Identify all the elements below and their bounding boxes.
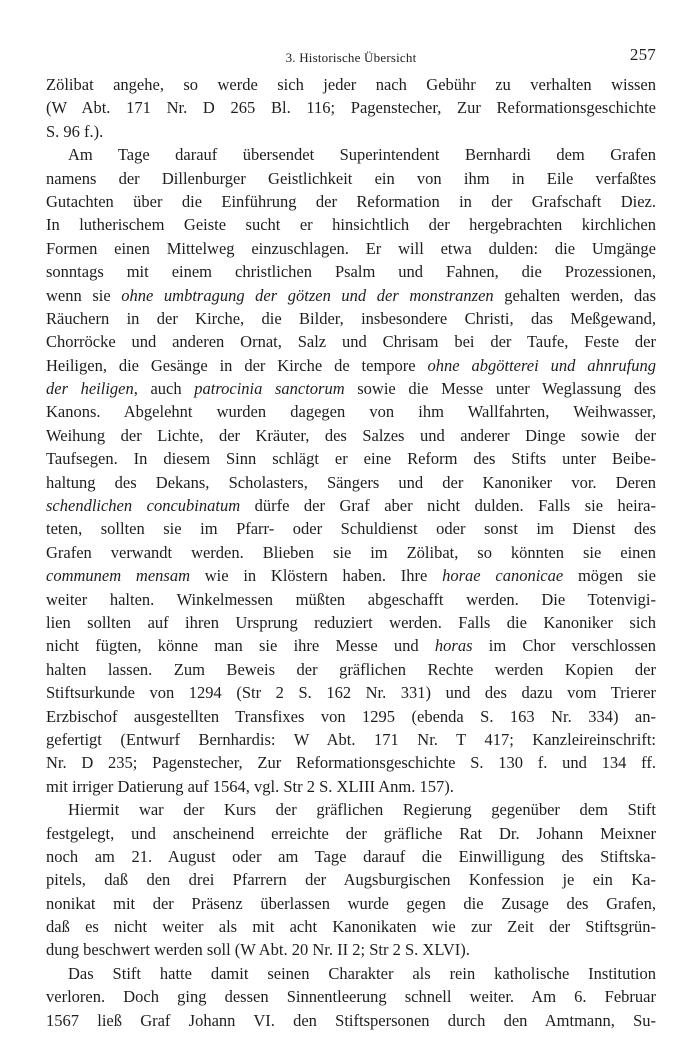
text-segment: wenn sie: [46, 285, 122, 305]
text-segment: gehalten werden, das: [493, 285, 656, 305]
text-line: [46, 798, 656, 821]
text-segment: halten lassen. Zum Beweis der gräflichen Rechte werden Kopien der: [46, 659, 656, 679]
text-line: [46, 588, 656, 611]
text-line: [46, 517, 656, 540]
text-line: [46, 237, 656, 260]
text-line: [46, 822, 656, 845]
text-line: [46, 471, 656, 494]
text-line: [46, 541, 656, 564]
text-line: [46, 658, 656, 681]
text-line: [46, 190, 656, 213]
text-segment: dürfe der Graf aber nicht dulden. Falls sie heira-: [240, 496, 656, 516]
text-segment: noch am 21. August oder am Tage darauf die Einwilligung des Stiftska-: [46, 846, 656, 866]
text-segment: nonikat mit der Präsenz überlassen wurde gegen die Zusage des Grafen,: [46, 893, 656, 913]
text-segment: , auch: [133, 379, 195, 399]
italic-quote: schendlichen concubinatum: [46, 496, 241, 516]
text-segment: Hiermit war der Kurs der gräflichen Regierung gegenüber dem Stift: [68, 800, 656, 820]
text-segment: Räuchern in der Kirche, die Bilder, insbesondere Christi, das Meßgewand,: [46, 308, 656, 328]
text-segment: gefertigt (Entwurf Bernhardis: W Abt. 171 Nr. T 417; Kanzleireinschrift:: [46, 729, 656, 749]
text-segment: Gutachten über die Einführung der Reformation in der Grafschaft Diez.: [46, 191, 656, 211]
text-line: [46, 892, 656, 915]
text-line: [46, 1009, 656, 1032]
text-line: [46, 354, 656, 377]
text-line: [46, 167, 656, 190]
text-line: [46, 260, 656, 283]
text-line: [46, 775, 656, 798]
text-segment: Heiligen, die Gesänge in der Kirche de tempore: [46, 355, 428, 375]
text-line: [46, 73, 656, 96]
text-line: [46, 143, 656, 166]
italic-quote: communem mensam: [46, 566, 190, 586]
text-segment: pitels, daß den drei Pfarrern der Augsburgischen Konfession je ein Ka-: [46, 870, 656, 890]
text-segment: daß es nicht weiter als mit acht Kanonikaten wie zur Zeit der Stiftsgrün-: [46, 917, 656, 937]
text-line: [46, 377, 656, 400]
text-line: [46, 494, 656, 517]
italic-quote: der heiligen: [46, 379, 134, 399]
page-number: 257: [629, 45, 656, 64]
text-line: [46, 915, 656, 938]
text-line: [46, 845, 656, 868]
text-segment: mit irriger Datierung auf 1564, vgl. Str 2 S. XLIII Anm. 157).: [46, 776, 454, 796]
text-segment: sowie die Messe unter Weglassung des: [344, 379, 656, 399]
text-segment: Formen einen Mittelweg einzuschlagen. Er will etwa dulden: die Umgänge: [46, 238, 656, 258]
text-segment: haltung des Dekans, Scholasters, Sängers und der Kanoniker vor. Deren: [46, 472, 656, 492]
text-segment: In lutherischem Geiste sucht er hinsichtlich der hergebrachten kirchlichen: [46, 215, 656, 235]
text-line: [46, 213, 656, 236]
running-title: 3. Historische Übersicht: [285, 50, 417, 65]
body-text: [46, 73, 656, 1032]
text-line: [46, 634, 656, 657]
text-segment: teten, sollten sie im Pfarr- oder Schuldienst oder sonst im Dienst des: [46, 519, 656, 539]
text-line: [46, 705, 656, 728]
text-line: [46, 564, 656, 587]
italic-quote: ohne umbtragung der götzen und der monstranzen: [121, 285, 494, 305]
text-line: [46, 938, 656, 961]
running-head: [46, 42, 656, 68]
italic-quote: ohne abgötterei und ahnrufung: [427, 355, 656, 375]
text-segment: Stiftsurkunde von 1294 (Str 2 S. 162 Nr. 331) und des dazu vom Trierer: [46, 683, 656, 703]
text-segment: Am Tage darauf übersendet Superintendent Bernhardi dem Grafen: [68, 145, 656, 165]
text-line: [46, 728, 656, 751]
text-segment: 1567 ließ Graf Johann VI. den Stiftspersonen durch den Amtmann, Su-: [46, 1010, 656, 1030]
text-segment: namens der Dillenburger Geistlichkeit ein von ihm in Eile verfaßtes: [46, 168, 656, 188]
book-page: [46, 42, 656, 1032]
text-line: [46, 447, 656, 470]
text-segment: Taufsegen. In diesem Sinn schlägt er eine Reform des Stifts unter Beibe-: [46, 449, 656, 469]
text-line: [46, 96, 656, 119]
text-segment: Das Stift hatte damit seinen Charakter als rein katholische Institution: [68, 963, 656, 983]
text-segment: wie in Klöstern haben. Ihre: [189, 566, 443, 586]
text-segment: lien sollten auf ihren Ursprung reduziert werden. Falls die Kanoniker sich: [46, 612, 656, 632]
text-segment: Chorröcke und anderen Ornat, Salz und Chrisam bei der Taufe, Feste der: [46, 332, 656, 352]
text-segment: Zölibat angehe, so werde sich jeder nach Gebühr zu verhalten wissen: [46, 75, 656, 94]
text-line: [46, 681, 656, 704]
text-line: [46, 307, 656, 330]
text-line: [46, 400, 656, 423]
italic-quote: patrocinia sanctorum: [194, 379, 345, 399]
text-segment: Weihung der Lichte, der Kräuter, des Salzes und anderer Dinge sowie der: [46, 425, 656, 445]
text-segment: Grafen verwandt werden. Blieben sie im Zölibat, so könnten sie einen: [46, 542, 656, 562]
text-segment: dung beschwert werden soll (W Abt. 20 Nr. II 2; Str 2 S. XLVI).: [46, 940, 470, 960]
text-line: [46, 962, 656, 985]
text-segment: mögen sie: [563, 566, 656, 586]
text-line: [46, 611, 656, 634]
text-segment: verloren. Doch ging dessen Sinnentleerung schnell weiter. Am 6. Februar: [46, 987, 656, 1007]
text-segment: nicht fügten, könne man sie ihre Messe und: [46, 636, 435, 656]
text-line: [46, 985, 656, 1008]
text-line: [46, 751, 656, 774]
text-segment: (W Abt. 171 Nr. D 265 Bl. 116; Pagenstecher, Zur Reformationsgeschichte: [46, 98, 656, 118]
text-segment: S. 96 f.).: [46, 121, 104, 141]
text-segment: Erzbischof ausgestellten Transfixes von 1295 (ebenda S. 163 Nr. 334) an-: [46, 706, 656, 726]
text-line: [46, 868, 656, 891]
italic-quote: horas: [434, 636, 473, 656]
text-segment: Nr. D 235; Pagenstecher, Zur Reformationsgeschichte S. 130 f. und 134 ff.: [46, 753, 656, 773]
italic-quote: horae canonicae: [442, 566, 564, 586]
text-segment: sonntags mit einem christlichen Psalm und Fahnen, die Prozessionen,: [46, 262, 656, 282]
text-line: [46, 120, 656, 143]
text-line: [46, 424, 656, 447]
text-segment: weiter halten. Winkelmessen müßten abgeschafft werden. Die Totenvigi-: [46, 589, 656, 609]
text-line: [46, 284, 656, 307]
text-line: [46, 330, 656, 353]
text-segment: im Chor verschlossen: [472, 636, 656, 656]
text-segment: Kanons. Abgelehnt wurden dagegen von ihm Wallfahrten, Weihwasser,: [46, 402, 656, 422]
text-segment: festgelegt, und anscheinend erreichte der gräfliche Rat Dr. Johann Meixner: [46, 823, 656, 843]
